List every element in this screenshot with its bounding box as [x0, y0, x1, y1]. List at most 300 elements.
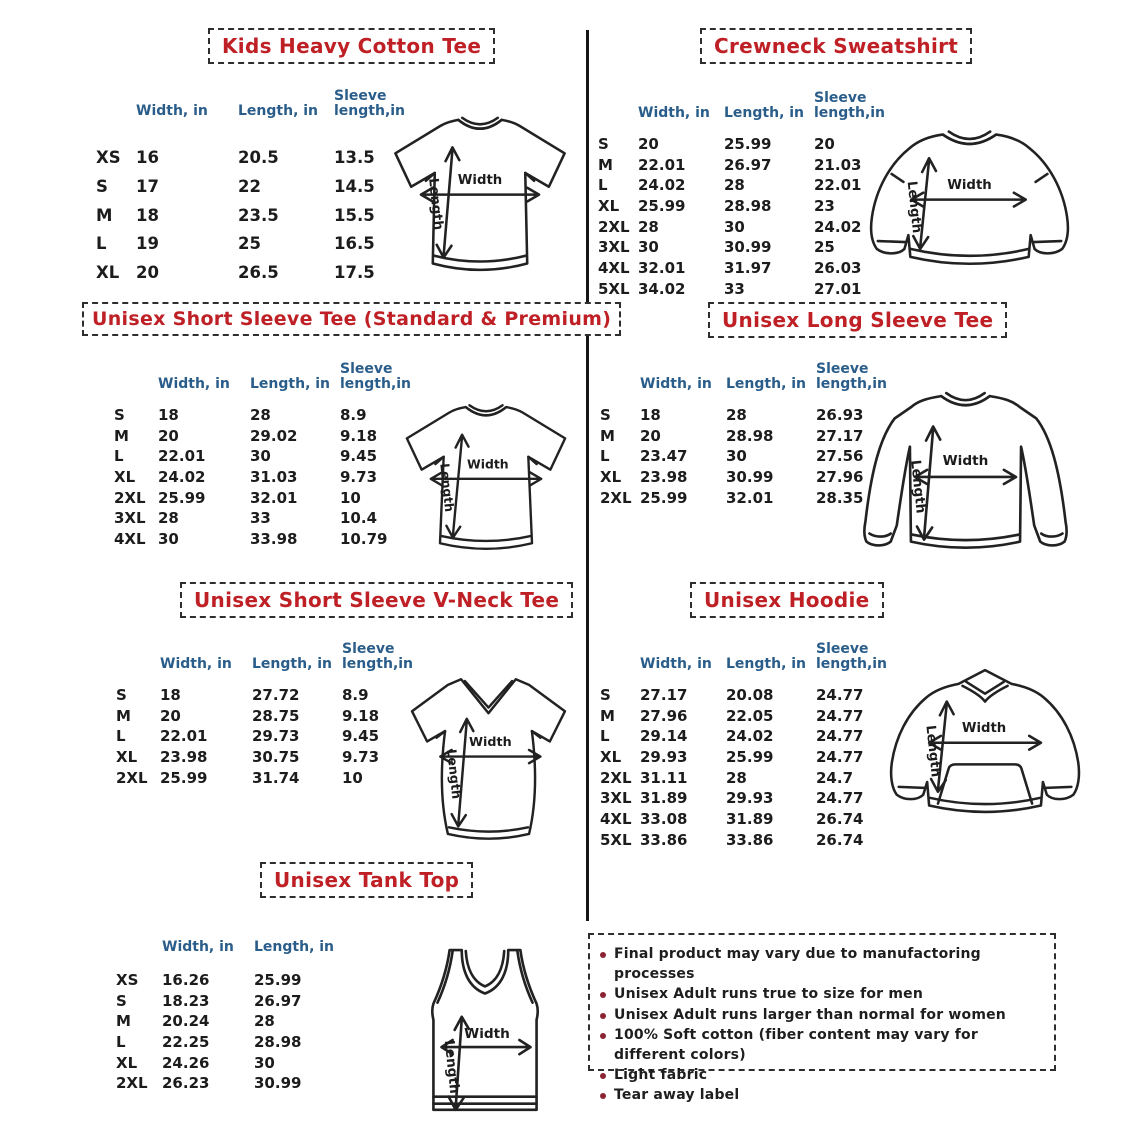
measurement-value: 16.5: [334, 234, 375, 254]
size-label: S: [96, 176, 108, 196]
size-label: M: [600, 706, 615, 725]
table-row: [114, 508, 426, 529]
measurement-value: 14.5: [334, 176, 375, 196]
size-table: [114, 355, 426, 550]
measurement-value: 30: [250, 447, 271, 466]
measurement-value: 30: [726, 447, 747, 466]
table-row: [116, 1032, 346, 1053]
size-label: XL: [116, 1053, 138, 1072]
measurement-value: 24.77: [816, 686, 864, 704]
measurement-value: 30: [724, 217, 745, 236]
measurement-value: 16.26: [162, 971, 210, 989]
table-row: [96, 173, 426, 202]
measurement-value: 33.86: [726, 830, 774, 849]
measurement-value: 29.14: [640, 727, 688, 746]
hoodie-illustration: [884, 660, 1090, 852]
size-table: [600, 635, 896, 850]
measurement-value: 25.99: [254, 971, 302, 989]
size-label: S: [600, 686, 611, 704]
sweatshirt-illustration: [864, 122, 1076, 296]
column-header: Width, in: [640, 376, 712, 393]
size-label: M: [600, 426, 615, 445]
table-row: [114, 426, 426, 447]
measurement-value: 10.79: [340, 529, 388, 548]
size-label: 3XL: [114, 509, 146, 528]
panel-kids-heavy-cotton-tee: [80, 26, 585, 298]
table-row: [114, 488, 426, 509]
kangaroo-pocket: [938, 764, 1032, 803]
size-label: L: [114, 447, 124, 466]
table-row: [116, 706, 428, 727]
table-row: [96, 202, 426, 231]
size-table: [116, 918, 346, 1094]
size-label: 2XL: [116, 1074, 148, 1093]
measurement-value: 9.73: [340, 467, 378, 486]
table-header-row: [598, 84, 894, 122]
measurement-value: 18: [136, 205, 159, 225]
column-header: Length, in: [726, 376, 807, 393]
panel-unisex-hoodie: [592, 580, 1086, 866]
panel-title: Unisex Tank Top: [260, 862, 473, 898]
size-label: L: [116, 727, 126, 746]
length-label: Length: [922, 724, 943, 778]
column-header: Length, in: [724, 105, 805, 122]
size-label: 4XL: [600, 809, 632, 828]
measurement-value: 10: [340, 488, 361, 507]
column-header: Sleeve length,in: [340, 360, 412, 393]
measurement-value: 23: [814, 196, 835, 215]
measurement-value: 9.45: [342, 727, 380, 746]
measurement-value: 27.17: [640, 686, 688, 704]
measurement-value: 26.93: [816, 406, 864, 424]
size-label: S: [600, 406, 611, 424]
size-label: 2XL: [114, 488, 146, 507]
table-row: [598, 258, 894, 279]
size-label: XL: [600, 747, 622, 766]
measurement-value: 31.89: [640, 789, 688, 808]
measurement-value: 23.98: [160, 747, 208, 766]
measurement-value: 30: [254, 1053, 275, 1072]
measurement-value: 28.75: [252, 706, 300, 725]
measurement-value: 24.02: [814, 217, 862, 236]
note-item: [600, 984, 1042, 1004]
table-body: [598, 134, 894, 299]
panel-crewneck-sweatshirt: [592, 26, 1080, 298]
size-label: S: [114, 406, 125, 424]
size-label: M: [116, 1012, 131, 1031]
column-header: Length, in: [250, 376, 331, 393]
measurement-value: 20: [160, 706, 181, 725]
collar-inner-line: [946, 393, 984, 400]
measurement-value: 9.73: [342, 747, 380, 766]
table-row: [600, 809, 896, 830]
size-label: 2XL: [600, 488, 632, 507]
measurement-value: 27.17: [816, 426, 864, 445]
measurement-value: 17.5: [334, 263, 375, 283]
panel-title: Unisex Hoodie: [690, 582, 884, 618]
measurement-value: 32.01: [638, 258, 686, 277]
measurement-value: 21.03: [814, 155, 862, 174]
size-label: M: [598, 155, 613, 174]
measurement-value: 31.11: [640, 768, 688, 787]
collar-inner-line: [469, 405, 502, 411]
note-item: [600, 944, 1042, 984]
table-row: [116, 768, 428, 789]
measurement-value: 24.77: [816, 706, 864, 725]
size-label: M: [96, 205, 113, 225]
measurement-value: 27.96: [640, 706, 688, 725]
measurement-value: 23.5: [238, 205, 279, 225]
size-label: L: [600, 447, 610, 466]
table-row: [600, 467, 896, 488]
table-header-row: [116, 918, 346, 956]
table-row: [96, 259, 426, 288]
measurement-value: 18: [158, 406, 179, 424]
panel-title: Kids Heavy Cotton Tee: [208, 28, 495, 64]
size-label: S: [116, 991, 127, 1010]
measurement-value: 29.93: [726, 789, 774, 808]
size-label: L: [600, 727, 610, 746]
measurement-value: 26.74: [816, 809, 864, 828]
table-row: [598, 279, 894, 300]
measurement-value: 10: [342, 768, 363, 787]
measurement-value: 16: [136, 148, 159, 167]
measurement-value: 26.97: [724, 155, 772, 174]
panel-title: Unisex Short Sleeve V-Neck Tee: [180, 582, 573, 618]
column-header: Sleeve length,in: [342, 640, 414, 673]
measurement-value: 17: [136, 176, 159, 196]
size-label: S: [116, 686, 127, 704]
measurement-value: 33.08: [640, 809, 688, 828]
measurement-value: 18: [640, 406, 661, 424]
table-row: [116, 1011, 346, 1032]
measurement-value: 9.18: [340, 426, 378, 445]
table-body: [96, 144, 426, 288]
table-row: [600, 768, 896, 789]
table-row: [598, 175, 894, 196]
measurement-value: 26.03: [814, 258, 862, 277]
table-body: [114, 405, 426, 550]
table-row: [600, 488, 896, 509]
measurement-value: 15.5: [334, 205, 375, 225]
size-label: XL: [116, 747, 138, 766]
size-label: XL: [96, 263, 120, 283]
table-row: [600, 830, 896, 851]
size-label: 4XL: [598, 258, 630, 277]
measurement-value: 26.5: [238, 263, 279, 283]
size-label: M: [116, 706, 131, 725]
bullet-icon: [600, 1093, 606, 1099]
measurement-value: 8.9: [340, 406, 367, 424]
size-label: 5XL: [598, 279, 630, 298]
table-header-row: [114, 355, 426, 393]
panel-unisex-short-sleeve-tee: [78, 300, 612, 578]
measurement-value: 33.86: [640, 830, 688, 849]
measurement-value: 25: [238, 234, 261, 254]
neck-binding-line: [466, 951, 504, 986]
width-label: Width: [464, 1026, 510, 1043]
width-label: Width: [961, 720, 1007, 736]
measurement-value: 29.73: [252, 727, 300, 746]
table-row: [600, 446, 896, 467]
measurement-value: 20.24: [162, 1012, 210, 1031]
table-body: [600, 405, 896, 508]
measurement-value: 30.75: [252, 747, 300, 766]
size-label: L: [116, 1032, 126, 1051]
column-header: Length, in: [252, 656, 333, 673]
measurement-value: 30.99: [724, 238, 772, 257]
collar-inner-line: [462, 118, 497, 124]
size-label: 2XL: [116, 768, 148, 787]
table-row: [598, 196, 894, 217]
vneck-tee-illustration: [396, 666, 580, 850]
panel-title: Unisex Long Sleeve Tee: [708, 302, 1007, 338]
length-label: Length: [440, 1039, 463, 1095]
measurement-value: 33: [724, 279, 745, 298]
measurement-value: 26.23: [162, 1074, 210, 1093]
table-row: [600, 788, 896, 809]
measurement-value: 20: [158, 426, 179, 445]
width-label: Width: [947, 177, 992, 193]
long-sleeve-tee-illustration: [856, 384, 1078, 576]
panel-unisex-tank-top: [80, 860, 585, 1134]
measurement-value: 23.98: [640, 467, 688, 486]
table-row: [598, 155, 894, 176]
column-header: Width, in: [162, 939, 234, 956]
length-label: Length: [443, 748, 464, 800]
measurement-value: 28: [638, 217, 659, 236]
measurement-value: 30.99: [726, 467, 774, 486]
measurement-value: 9.18: [342, 706, 380, 725]
measurement-value: 24.77: [816, 747, 864, 766]
size-label: L: [96, 234, 107, 254]
column-header: Width, in: [136, 103, 208, 120]
table-row: [114, 529, 426, 550]
panel-unisex-vneck-tee: [80, 580, 586, 858]
measurement-value: 28.98: [254, 1032, 302, 1051]
measurement-value: 23.47: [640, 447, 688, 466]
size-label: 3XL: [598, 238, 630, 257]
table-header-row: [600, 635, 896, 673]
measurement-value: 8.9: [342, 686, 369, 704]
measurement-value: 10.4: [340, 509, 378, 528]
tank-top-illustration: [418, 946, 552, 1128]
measurement-value: 18: [160, 686, 181, 704]
measurement-value: 31.74: [252, 768, 300, 787]
measurement-value: 24.02: [726, 727, 774, 746]
measurement-value: 22.01: [638, 155, 686, 174]
column-header: Width, in: [160, 656, 232, 673]
size-label: 2XL: [598, 217, 630, 236]
measurement-value: 22.01: [158, 447, 206, 466]
bullet-icon: [600, 992, 606, 998]
product-notes-box: [588, 933, 1056, 1104]
size-table: [116, 635, 428, 788]
panel-title: Crewneck Sweatshirt: [700, 28, 972, 64]
table-row: [116, 747, 428, 768]
measurement-value: 20.08: [726, 686, 774, 704]
measurement-value: 28: [724, 176, 745, 195]
measurement-value: 22.01: [160, 727, 208, 746]
measurement-value: 30: [158, 529, 179, 548]
measurement-value: 29.02: [250, 426, 298, 445]
table-row: [114, 446, 426, 467]
measurement-value: 22.05: [726, 706, 774, 725]
measurement-value: 22.25: [162, 1032, 210, 1051]
measurement-value: 20.5: [238, 148, 279, 167]
measurement-value: 20: [136, 263, 159, 283]
measurement-value: 28.35: [816, 488, 864, 507]
measurement-value: 22: [238, 176, 261, 196]
note-item: [600, 1025, 1042, 1065]
size-label: XL: [598, 196, 620, 215]
measurement-value: 24.02: [638, 176, 686, 195]
table-body: [116, 970, 346, 1094]
width-label: Width: [942, 452, 989, 469]
table-row: [116, 970, 346, 991]
table-row: [116, 685, 428, 706]
table-row: [116, 991, 346, 1012]
table-header-row: [600, 355, 896, 393]
measurement-value: 28: [158, 509, 179, 528]
size-label: M: [114, 426, 129, 445]
measurement-value: 28: [726, 406, 747, 424]
measurement-value: 25.99: [160, 768, 208, 787]
measurement-value: 27.56: [816, 447, 864, 466]
measurement-value: 27.96: [816, 467, 864, 486]
bullet-icon: [600, 952, 606, 958]
note-text: Tear away label: [614, 1087, 740, 1104]
column-header: Width, in: [158, 376, 230, 393]
measurement-value: 32.01: [250, 488, 298, 507]
measurement-value: 28.98: [724, 196, 772, 215]
table-body: [116, 685, 428, 788]
note-item: [600, 1085, 1042, 1105]
panel-unisex-long-sleeve-tee: [592, 300, 1080, 578]
table-row: [116, 1053, 346, 1074]
panel-title: Unisex Short Sleeve Tee (Standard & Premium): [82, 302, 621, 336]
note-text: Unisex Adult runs larger than normal for women: [614, 1006, 1006, 1023]
measurement-value: 34.02: [638, 279, 686, 298]
measurement-value: 18.23: [162, 991, 210, 1010]
size-label: XL: [114, 467, 136, 486]
size-label: XS: [96, 148, 121, 167]
measurement-value: 30.99: [254, 1074, 302, 1093]
measurement-value: 22.01: [814, 176, 862, 195]
tshirt-illustration: [394, 392, 578, 574]
tshirt-illustration: [380, 110, 580, 292]
size-label: L: [598, 176, 608, 195]
width-label: Width: [469, 735, 512, 751]
table-row: [96, 144, 426, 173]
size-label: 3XL: [600, 789, 632, 808]
measurement-value: 24.77: [816, 789, 864, 808]
table-row: [598, 237, 894, 258]
measurement-value: 28: [726, 768, 747, 787]
length-label: Length: [437, 462, 458, 513]
column-header: Sleeve length,in: [334, 87, 406, 120]
measurement-value: 13.5: [334, 148, 375, 167]
table-body: [600, 685, 896, 850]
table-row: [600, 426, 896, 447]
column-header: Length, in: [254, 939, 335, 956]
measurement-value: 33: [250, 509, 271, 528]
measurement-value: 27.01: [814, 279, 862, 298]
length-label: Length: [425, 177, 446, 231]
size-table: [96, 82, 426, 288]
measurement-value: 25.99: [726, 747, 774, 766]
table-row: [114, 405, 426, 426]
table-row: [116, 726, 428, 747]
measurement-value: 24.7: [816, 768, 854, 787]
table-row: [114, 467, 426, 488]
length-label: Length: [907, 459, 929, 515]
table-row: [598, 134, 894, 155]
measurement-value: 31.97: [724, 258, 772, 277]
column-header: Length, in: [726, 656, 807, 673]
measurement-value: 24.02: [158, 467, 206, 486]
table-header-row: [116, 635, 428, 673]
measurement-value: 25.99: [638, 196, 686, 215]
column-header: Sleeve length,in: [814, 89, 886, 122]
table-row: [600, 405, 896, 426]
vertical-divider: [586, 30, 589, 921]
length-label: Length: [903, 180, 925, 234]
measurement-value: 20: [640, 426, 661, 445]
measurement-value: 20: [814, 135, 835, 153]
column-header: Length, in: [238, 103, 319, 120]
size-label: 5XL: [600, 830, 632, 849]
measurement-value: 29.93: [640, 747, 688, 766]
column-header: Width, in: [640, 656, 712, 673]
measurement-value: 9.45: [340, 447, 378, 466]
size-table: [598, 84, 894, 299]
measurement-value: 28: [254, 1012, 275, 1031]
measurement-value: 28.98: [726, 426, 774, 445]
table-row: [598, 217, 894, 238]
width-label: Width: [457, 172, 503, 188]
size-label: XL: [600, 467, 622, 486]
bullet-icon: [600, 1033, 606, 1039]
width-label: Width: [467, 456, 509, 472]
column-header: Sleeve length,in: [816, 360, 888, 393]
bullet-icon: [600, 1073, 606, 1079]
note-text: Light fabric: [614, 1067, 708, 1084]
note-item: [600, 1005, 1042, 1025]
table-row: [600, 706, 896, 727]
measurement-value: 20: [638, 135, 659, 153]
measurement-value: 24.77: [816, 727, 864, 746]
note-text: Final product may vary due to manufactoring processes: [614, 946, 981, 983]
table-row: [116, 1073, 346, 1094]
bullet-icon: [600, 1013, 606, 1019]
measurement-value: 33.98: [250, 529, 298, 548]
measurement-value: 26.74: [816, 830, 864, 849]
table-row: [600, 747, 896, 768]
measurement-value: 32.01: [726, 488, 774, 507]
measurement-value: 28: [250, 406, 271, 424]
measurement-value: 31.89: [726, 809, 774, 828]
collar-inner-line: [949, 132, 990, 139]
size-label: 2XL: [600, 768, 632, 787]
measurement-value: 25: [814, 238, 835, 257]
table-header-row: [96, 82, 426, 120]
column-header: Width, in: [638, 105, 710, 122]
size-label: S: [598, 135, 609, 153]
size-label: XS: [116, 971, 139, 989]
table-row: [600, 685, 896, 706]
measurement-value: 31.03: [250, 467, 298, 486]
